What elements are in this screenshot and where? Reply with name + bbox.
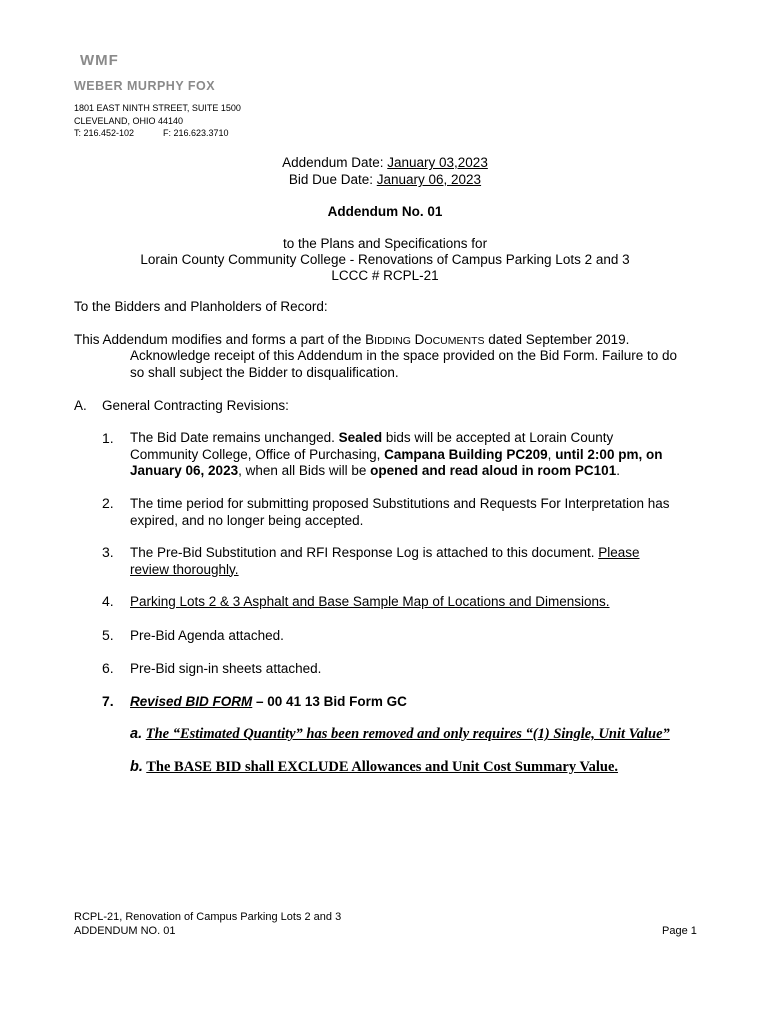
item-5-number: 5. <box>102 627 114 643</box>
intro-line-2: Acknowledge receipt of this Addendum in the space provided on the Bid Form. Failure to do <box>130 348 678 363</box>
item-4-text: Parking Lots 2 & 3 Asphalt and Base Sample Map of Locations and Dimensions. <box>130 594 610 609</box>
addendum-date-label: Addendum Date: <box>282 155 384 170</box>
item-4-number: 4. <box>102 593 114 609</box>
item-1-number: 1. <box>102 430 114 446</box>
footer-addendum: ADDENDUM NO. 01 <box>74 925 176 937</box>
addendum-date: January 03,2023 <box>387 155 488 170</box>
project-name: Lorain County Community College - Renovations of Campus Parking Lots 2 and 3 <box>140 252 630 267</box>
firm-fax: F: 216.623.3710 <box>163 128 229 138</box>
item-1-text: The Bid Date remains unchanged. Sealed bids will be accepted at Lorain County Community College, Office of Purchasing, Campana Building PC209, until 2:00 pm, on January 06, 2023, when all Bids will be opened and read aloud in room PC101. <box>130 430 663 478</box>
addendum-date-line <box>0 155 770 170</box>
item-7a: a. The “Estimated Quantity” has been removed and only requires “(1) Single, Unit Value” <box>130 726 670 742</box>
intro-line-3: so shall subject the Bidder to disqualification. <box>130 365 399 380</box>
item-7-number: 7. <box>102 693 114 709</box>
project-number: LCCC # RCPL-21 <box>331 268 439 283</box>
firm-phone: T: 216.452-102 <box>74 128 135 138</box>
intro-line-1: This Addendum modifies and forms a part of the BIDDING DOCUMENTS dated September 2019. <box>74 332 630 347</box>
item-7-text: Revised BID FORM – 00 41 13 Bid Form GC <box>130 694 407 709</box>
item-6-number: 6. <box>102 660 114 676</box>
firm-name: WEBER MURPHY FOX <box>74 79 216 93</box>
section-title: General Contracting Revisions: <box>102 398 289 413</box>
item-3-text: The Pre-Bid Substitution and RFI Response Log is attached to this document. Please review thoroughly. <box>130 545 640 577</box>
firm-city: CLEVELAND, OHIO 44140 <box>74 116 184 126</box>
bid-due-line <box>0 172 770 187</box>
bid-due-date: January 06, 2023 <box>376 172 482 187</box>
item-7b: b. The BASE BID shall EXCLUDE Allowances and Unit Cost Summary Value. <box>130 759 619 775</box>
page-number: Page 1 <box>662 925 697 937</box>
footer-project: RCPL-21, Renovation of Campus Parking Lots 2 and 3 <box>74 911 342 923</box>
section-letter: A. <box>74 398 87 413</box>
bid-due-label: Bid Due Date: <box>288 172 373 187</box>
item-5-text: Pre-Bid Agenda attached. <box>130 628 284 643</box>
header-line-1: to the Plans and Specifications for <box>282 236 488 251</box>
firm-street: 1801 EAST NINTH STREET, SUITE 1500 <box>74 103 241 113</box>
item-2-text: The time period for submitting proposed Substitutions and Requests For Interpretation has expired, and no longer being accepted. <box>130 496 670 528</box>
item-2-number: 2. <box>102 495 114 511</box>
firm-logo-mark: WMF <box>80 52 119 69</box>
salutation: To the Bidders and Planholders of Record: <box>74 299 328 314</box>
item-3-number: 3. <box>102 544 114 560</box>
addendum-title: Addendum No. 01 <box>327 204 443 219</box>
item-6-text: Pre-Bid sign-in sheets attached. <box>130 661 322 676</box>
